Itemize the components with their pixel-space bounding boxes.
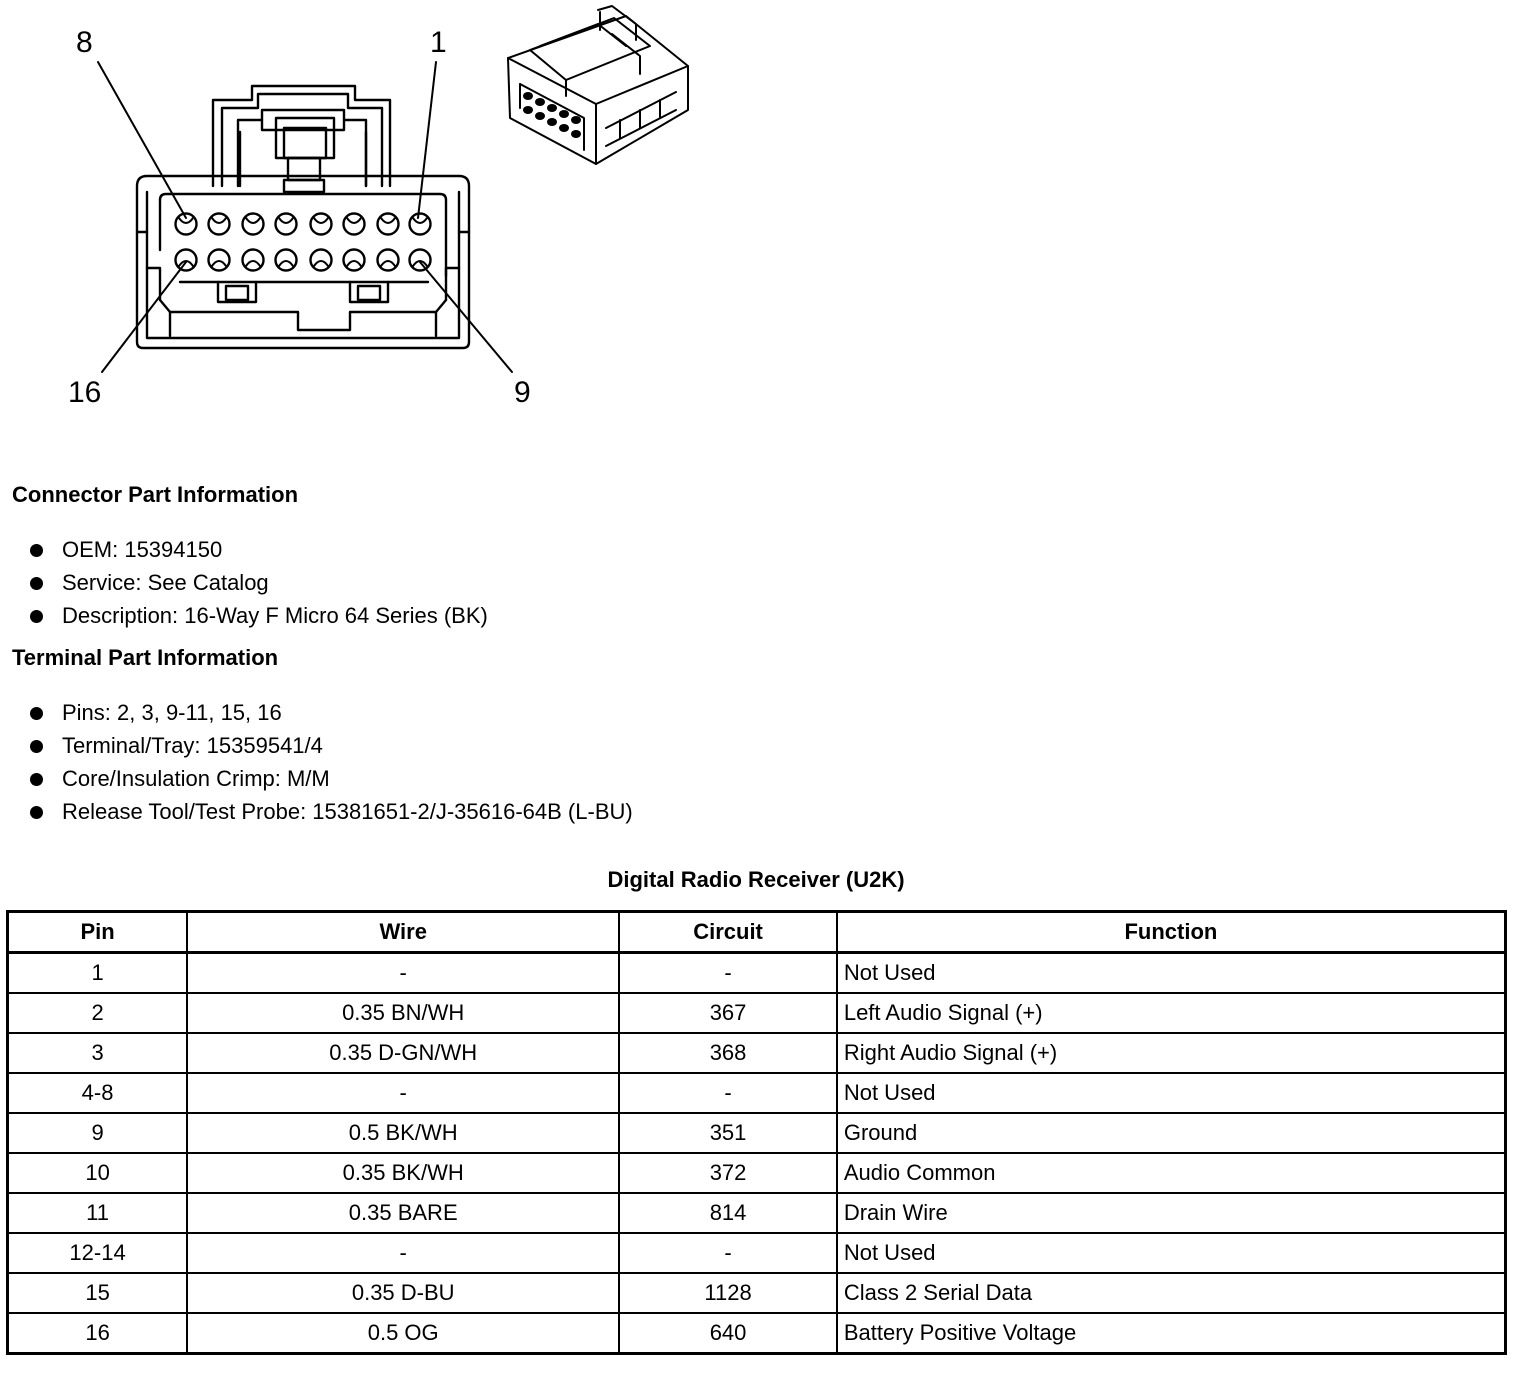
terminal-cavity	[209, 250, 230, 271]
wire-cell: -	[187, 1073, 619, 1113]
wire-cell: 0.35 D-BU	[187, 1273, 619, 1313]
terminal-cavity	[344, 250, 365, 271]
function-cell: Audio Common	[837, 1153, 1506, 1193]
list-item: Service: See Catalog	[28, 566, 488, 599]
terminal-cavity	[276, 250, 297, 271]
table-row	[8, 1113, 1506, 1153]
circuit-cell: -	[619, 1073, 837, 1113]
table-row	[8, 953, 1506, 994]
function-cell: Not Used	[837, 1233, 1506, 1273]
leader-line-pin-16	[102, 262, 186, 372]
pin-cell: 15	[8, 1273, 188, 1313]
bullet-icon	[30, 740, 43, 753]
terminal-cavity	[410, 250, 431, 271]
circuit-cell: 368	[619, 1033, 837, 1073]
connector-diagram	[0, 0, 760, 430]
wire-cell: 0.35 BK/WH	[187, 1153, 619, 1193]
terminal-cavity	[243, 250, 264, 271]
table-row	[8, 1193, 1506, 1233]
terminal-info-list	[28, 696, 633, 828]
pin-cell: 10	[8, 1153, 188, 1193]
wire-cell: 0.35 D-GN/WH	[187, 1033, 619, 1073]
terminal-cavity	[243, 214, 264, 235]
cavity-row-top	[176, 214, 431, 235]
table-row	[8, 1153, 1506, 1193]
circuit-cell: 372	[619, 1153, 837, 1193]
table-row	[8, 1033, 1506, 1073]
wire-cell: 0.35 BARE	[187, 1193, 619, 1233]
table-row	[8, 993, 1506, 1033]
function-cell: Battery Positive Voltage	[837, 1313, 1506, 1354]
terminal-cavity	[311, 214, 332, 235]
table-row	[8, 1073, 1506, 1113]
table-row	[8, 1233, 1506, 1273]
terminal-cavity	[176, 250, 197, 271]
pinout-table	[6, 910, 1507, 1355]
circuit-cell: 351	[619, 1113, 837, 1153]
connector-info-list	[28, 533, 488, 632]
function-cell: Left Audio Signal (+)	[837, 993, 1506, 1033]
circuit-cell: -	[619, 953, 837, 994]
list-item: Release Tool/Test Probe: 15381651-2/J-35616-64B (L-BU)	[28, 795, 633, 828]
connector-face-view	[137, 86, 469, 348]
table-title: Digital Radio Receiver (U2K)	[607, 867, 905, 892]
table-row	[8, 1273, 1506, 1313]
terminal-cavity	[378, 250, 399, 271]
callout-pin-1: 1	[430, 26, 447, 59]
column-header-circuit: Circuit	[619, 912, 837, 953]
function-cell: Not Used	[837, 953, 1506, 994]
pin-cell: 3	[8, 1033, 188, 1073]
circuit-cell: 367	[619, 993, 837, 1033]
list-item: Description: 16-Way F Micro 64 Series (BK)	[28, 599, 488, 632]
table-header-row	[8, 912, 1506, 953]
terminal-cavity	[344, 214, 365, 235]
pin-cell: 16	[8, 1313, 188, 1354]
terminal-cavity	[311, 250, 332, 271]
leader-line-pin-8	[98, 62, 186, 218]
bullet-icon	[30, 773, 43, 786]
bullet-icon	[30, 707, 43, 720]
wire-cell: -	[187, 1233, 619, 1273]
terminal-cavity	[276, 214, 297, 235]
table-row	[8, 1313, 1506, 1354]
function-cell: Drain Wire	[837, 1193, 1506, 1233]
leader-line-pin-9	[420, 262, 512, 372]
pin-cell: 9	[8, 1113, 188, 1153]
column-header-pin: Pin	[8, 912, 188, 953]
pin-cell: 2	[8, 993, 188, 1033]
list-item: Core/Insulation Crimp: M/M	[28, 762, 633, 795]
function-cell: Ground	[837, 1113, 1506, 1153]
pin-cell: 4-8	[8, 1073, 188, 1113]
connector-info-heading: Connector Part Information	[12, 482, 299, 507]
pin-cell: 11	[8, 1193, 188, 1233]
function-cell: Right Audio Signal (+)	[837, 1033, 1506, 1073]
wire-cell: 0.5 OG	[187, 1313, 619, 1354]
function-cell: Not Used	[837, 1073, 1506, 1113]
pin-cell: 1	[8, 953, 188, 994]
terminal-info-heading: Terminal Part Information	[12, 645, 279, 670]
terminal-cavity	[209, 214, 230, 235]
circuit-cell: 640	[619, 1313, 837, 1354]
wire-cell: 0.35 BN/WH	[187, 993, 619, 1033]
callout-pin-8: 8	[76, 26, 93, 59]
circuit-cell: 814	[619, 1193, 837, 1233]
terminal-cavity	[378, 214, 399, 235]
wire-cell: 0.5 BK/WH	[187, 1113, 619, 1153]
bullet-icon	[30, 610, 43, 623]
column-header-wire: Wire	[187, 912, 619, 953]
circuit-cell: 1128	[619, 1273, 837, 1313]
column-header-function: Function	[837, 912, 1506, 953]
callout-pin-9: 9	[514, 376, 531, 409]
callout-pin-16: 16	[68, 376, 102, 409]
function-cell: Class 2 Serial Data	[837, 1273, 1506, 1313]
circuit-cell: -	[619, 1233, 837, 1273]
list-item: Pins: 2, 3, 9-11, 15, 16	[28, 696, 633, 729]
connector-isometric-view	[508, 6, 688, 164]
wire-cell: -	[187, 953, 619, 994]
list-item: Terminal/Tray: 15359541/4	[28, 729, 633, 762]
cavity-row-bottom	[176, 250, 431, 271]
pin-cell: 12-14	[8, 1233, 188, 1273]
bullet-icon	[30, 577, 43, 590]
bullet-icon	[30, 806, 43, 819]
bullet-icon	[30, 544, 43, 557]
terminal-cavity	[410, 214, 431, 235]
list-item: OEM: 15394150	[28, 533, 488, 566]
